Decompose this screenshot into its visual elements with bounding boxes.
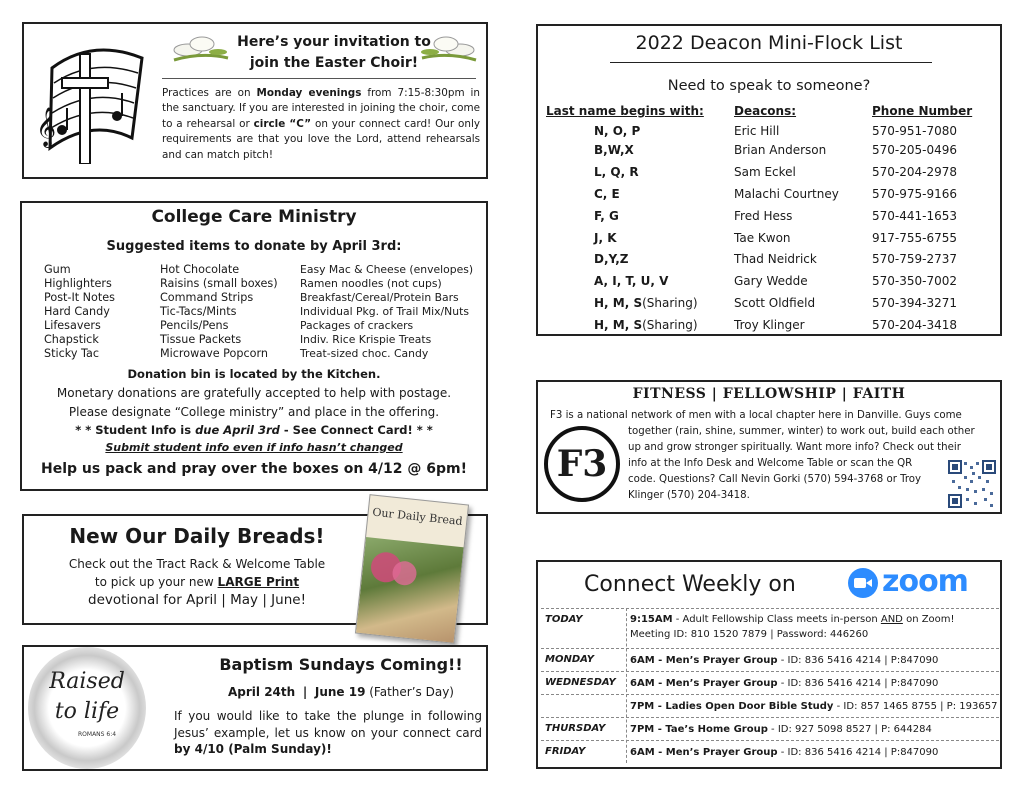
f3-title: FITNESS | FELLOWSHIP | FAITH: [632, 386, 906, 402]
baptism-title: Baptism Sundays Coming!!: [219, 655, 463, 674]
f3-text-line5: code. Questions? Call Nevin Gorki (570) 594-3768 or Troy: [628, 474, 922, 485]
student-info-note: * * Student Info is due April 3rd - See Connect Card! * *: [75, 423, 433, 437]
connect-weekly-title: Connect Weekly on: [584, 572, 796, 597]
submit-info-note: Submit student info even if info hasn’t changed: [105, 441, 403, 454]
donation-list-col2: Hot Chocolate Raisins (small boxes) Command Strips Tic-Tacs/Mints Pencils/Pens Tissue Packets Microwave Popcorn: [160, 263, 278, 360]
daily-bread-text: Check out the Tract Rack & Welcome Table to pick up your new LARGE Print devotional for April | May | June!: [68, 557, 326, 608]
choir-title: Here’s your invitation to join the Easter Choir!: [237, 34, 431, 71]
college-subtitle: Suggested items to donate by April 3rd:: [106, 239, 402, 254]
deacon-subtitle: Need to speak to someone?: [667, 78, 871, 94]
f3-text-line6: Klinger (570) 204-3418.: [628, 490, 750, 501]
header-phone: Phone Number: [872, 104, 973, 118]
schedule-row: THURSDAY 7PM - Tae’s Home Group - ID: 927 5098 8527 | P: 644284: [541, 717, 999, 740]
baptism-text: If you would like to take the plunge in following Jesus’ example, let us know on your connect card by 4/10 (Palm Sunday)!: [174, 709, 482, 756]
deacon-row: J, K Tae Kwon 917-755-6755: [594, 231, 958, 245]
header-deacons: Deacons:: [734, 104, 797, 118]
svg-text:𝄞: 𝄞: [36, 107, 57, 147]
header-last-name: Last name begins with:: [546, 104, 704, 118]
choir-music-illustration: [32, 38, 150, 164]
f3-logo: F3: [544, 426, 620, 502]
raised-to-life-logo: Raised to life ROMANS 6:4: [28, 647, 146, 769]
schedule-row: FRIDAY 6AM - Men’s Prayer Group - ID: 836 5416 4214 | P:847090: [541, 740, 999, 763]
easter-choir-panel: [22, 22, 488, 179]
schedule-row: 7PM - Ladies Open Door Bible Study - ID: 857 1465 8755 | P: 193657: [541, 694, 999, 717]
deacon-row: C, E Malachi Courtney 570-975-9166: [594, 187, 958, 201]
schedule-row: WEDNESDAY 6AM - Men’s Prayer Group - ID: 836 5416 4214 | P:847090: [541, 671, 999, 694]
deacon-row: D,Y,Z Thad Neidrick 570-759-2737: [594, 252, 958, 266]
college-care-panel: [20, 201, 488, 491]
deacon-title-rule: [610, 62, 932, 63]
deacon-title: 2022 Deacon Mini-Flock List: [635, 32, 903, 54]
deacon-row: H, M, S(Sharing) Troy Klinger 570-204-3418: [594, 318, 958, 332]
f3-text-line4: info at the Info Desk and Welcome Table or scan the QR: [628, 458, 913, 469]
choir-divider: [162, 78, 476, 79]
baptism-panel: [22, 645, 488, 771]
schedule-row: MONDAY 6AM - Men’s Prayer Group - ID: 836 5416 4214 | P:847090: [541, 648, 999, 671]
f3-text-line1: F3 is a national network of men with a local chapter here in Danville. Guys come: [550, 410, 962, 421]
zoom-logo: zoom: [882, 564, 968, 599]
donation-list-col3: Easy Mac & Cheese (envelopes) Ramen noodles (not cups) Breakfast/Cereal/Protein Bars Individual Pkg. of Trail Mix/Nuts Packages of crackers Indiv. Rice Krispie Treats Treat-sized choc. Candy: [300, 263, 474, 360]
donation-bin-note: Donation bin is located by the Kitchen.: [127, 367, 381, 381]
deacon-list-panel: [536, 24, 1002, 336]
pack-boxes-note: Help us pack and pray over the boxes on 4/12 @ 6pm!: [41, 461, 467, 477]
monetary-note: Monetary donations are gratefully accepted to help with postage.: [56, 386, 452, 400]
f3-panel: [536, 380, 1002, 514]
deacon-row: F, G Fred Hess 570-441-1653: [594, 209, 958, 223]
choir-text: Practices are on Monday evenings from 7:15-8:30pm in the sanctuary. If you are interested in joining the choir, come to a rehearsal or circle “C” on your connect card! Our only requirements are that you love the Lord, attend rehearsals and can match pitch!: [162, 87, 481, 161]
zoom-camera-icon: [848, 568, 878, 598]
deacon-row: L, Q, R Sam Eckel 570-204-2978: [594, 165, 958, 179]
donation-list-col1: Gum Highlighters Post-It Notes Hard Candy Lifesavers Chapstick Sticky Tac: [44, 263, 115, 360]
daily-bread-cover-image: [355, 494, 469, 644]
f3-text-line3: up and grow stronger spiritually. Want more info? Check out their: [628, 442, 961, 453]
connect-weekly-panel: [536, 560, 1002, 769]
lily-left-icon: [172, 32, 230, 66]
baptism-dates: April 24th | June 19 (Father’s Day): [228, 685, 454, 699]
deacon-row: N, O, P Eric Hill 570-951-7080: [594, 124, 958, 138]
schedule-row: TODAY 9:15AM - Adult Fellowship Class meets in-person AND on Zoom! Meeting ID: 810 1520 7879 | Password: 446260: [541, 608, 999, 648]
deacon-row: H, M, S(Sharing) Scott Oldfield 570-394-3271: [594, 296, 958, 310]
deacon-row: B,W,X Brian Anderson 570-205-0496: [594, 143, 958, 157]
college-title: College Care Ministry: [151, 207, 357, 227]
deacon-row: A, I, T, U, V Gary Wedde 570-350-7002: [594, 274, 958, 288]
qr-code-icon[interactable]: [948, 460, 996, 508]
designate-note: Please designate “College ministry” and place in the offering.: [68, 405, 440, 419]
daily-bread-title: New Our Daily Breads!: [69, 524, 325, 548]
cover-title: Our Daily Bread: [371, 505, 464, 528]
f3-text-line2: together (rain, shine, summer, winter) to work out, build each other: [628, 426, 975, 437]
